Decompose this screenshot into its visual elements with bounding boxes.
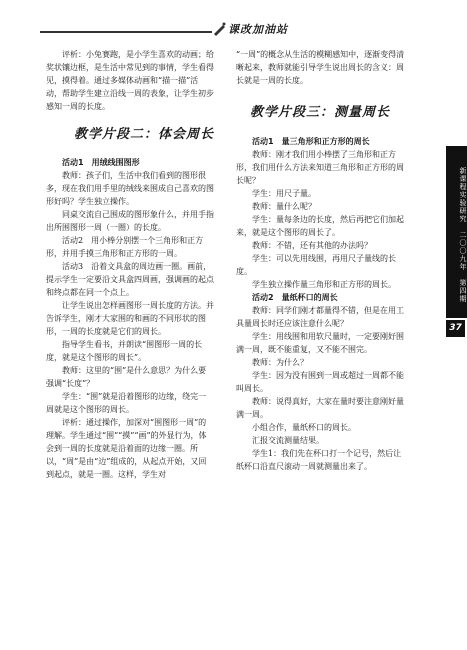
left-column <box>46 48 214 481</box>
paragraph: “一周”的概念从生活的模糊感知中，逐渐变得清晰起来，教师就能引导学生说出周长的含义：周长就是一周的长度。 <box>236 50 405 85</box>
page-number: 37 <box>446 320 465 337</box>
paragraph: 学生：量每条边的长度，然后再把它们加起来，就是这个图形的周长了。 <box>236 215 404 237</box>
paragraph: 教师：同学们刚才都量得不错，但是在用工具量周长时还应该注意什么呢？ <box>236 306 404 328</box>
header-rule <box>40 31 212 33</box>
paragraph: 学生独立操作量三角形和正方形的周长。 <box>252 280 396 289</box>
paragraph: 同桌交流自己围成的图形象什么，并用手指出所围图形一周（一圈）的长度。 <box>46 210 214 232</box>
paragraph: 教师：这里的“围”是什么意思？为什么要强调“长度”？ <box>46 366 207 388</box>
paragraph: 教师：为什么？ <box>252 358 308 367</box>
paragraph: 评析：通过操作，加深对“围图形一周”的理解。学生通过“围”“摸”“画”的外显行为，体会到一周的长度就是沿着面的边缘一圈。所以，“周”是由“边”组成的，从起点开始，又回到起点，就是一圈。这样，学生对 <box>46 418 207 479</box>
paragraph: 学生：因为没有围到一周或超过一周都不能叫周长。 <box>236 371 404 393</box>
activity-title: 活动1 量三角形和正方形的周长 <box>252 137 370 146</box>
paragraph: 教师：量什么呢？ <box>252 202 316 211</box>
paragraph: 学生：用线围和用软尺量时，一定要刚好围满一周，既不能重复，又不能不围完。 <box>236 332 404 354</box>
paragraph: 学生：可以先用线围，再用尺子量线的长度。 <box>236 254 396 276</box>
paragraph: 小组合作，量纸杯口的周长。 <box>252 423 356 432</box>
paragraph: 汇报交流测量结果。 <box>252 436 324 445</box>
paragraph: 教师：孩子们，生活中我们看到的图形很多，现在我们用手里的绒线来围成自己喜欢的图形好吗？学生独立操作。 <box>46 171 214 206</box>
section-title: 教学片段二：体会周长 <box>74 127 215 142</box>
activity-title: 活动2 用小棒分别摆一个三角形和正方形，并用手摸三角形和正方形的一周。 <box>46 236 204 258</box>
section-title: 教学片段三：测量周长 <box>250 105 391 120</box>
pen-nib-icon <box>212 22 226 36</box>
paragraph: 学生1：我们先在杯口打一个记号，然后让纸杯口沿直尺滚动一周就测量出来了。 <box>236 449 402 471</box>
paragraph: 指导学生看书，并朗读“围图形一周的长度，就是这个图形的周长”。 <box>46 340 203 362</box>
header-title: 课改加油站 <box>228 23 288 36</box>
activity-title: 活动2 量纸杯口的周长 <box>252 293 338 302</box>
activity-title: 活动3 沿着文具盒的周边画一圈。画前，提示学生一定要沿文具盒四周画，强调画的起点和终点都在同一个点上。 <box>46 262 214 297</box>
right-column <box>236 48 408 473</box>
paragraph: 让学生说出怎样画图形一周长度的方法。并告诉学生，刚才大家围的和画的不同形状的图形，一周的长度就是它们的周长。 <box>46 301 214 336</box>
paragraph: 教师：刚才我们用小棒摆了三角形和正方形，我们用什么方法来知道三角形和正方形的周长呢？ <box>236 150 404 185</box>
paragraph: 学生：用尺子量。 <box>252 189 316 198</box>
paragraph: 评析：小兔赛跑，是小学生喜欢的动画；给奖状镶边框，是生活中常见到的事情，学生看得见，摸得着。通过多媒体动画和“描一描”活动，帮助学生建立沿线一周的表象，让学生初步感知一周的长度。 <box>46 50 214 111</box>
paragraph: 教师：说得真好，大家在量时要注意刚好量满一周。 <box>236 397 404 419</box>
journal-sidebar: 新课程实验研究 二〇〇九年 第四期 <box>446 146 467 318</box>
paragraph: 教师：不错，还有其他的办法吗？ <box>252 241 372 250</box>
activity-title: 活动1 用绒线围图形 <box>62 158 140 167</box>
paragraph: 学生：“围”就是沿着图形的边缘，绕完一周就是这个图形的周长。 <box>46 392 207 414</box>
